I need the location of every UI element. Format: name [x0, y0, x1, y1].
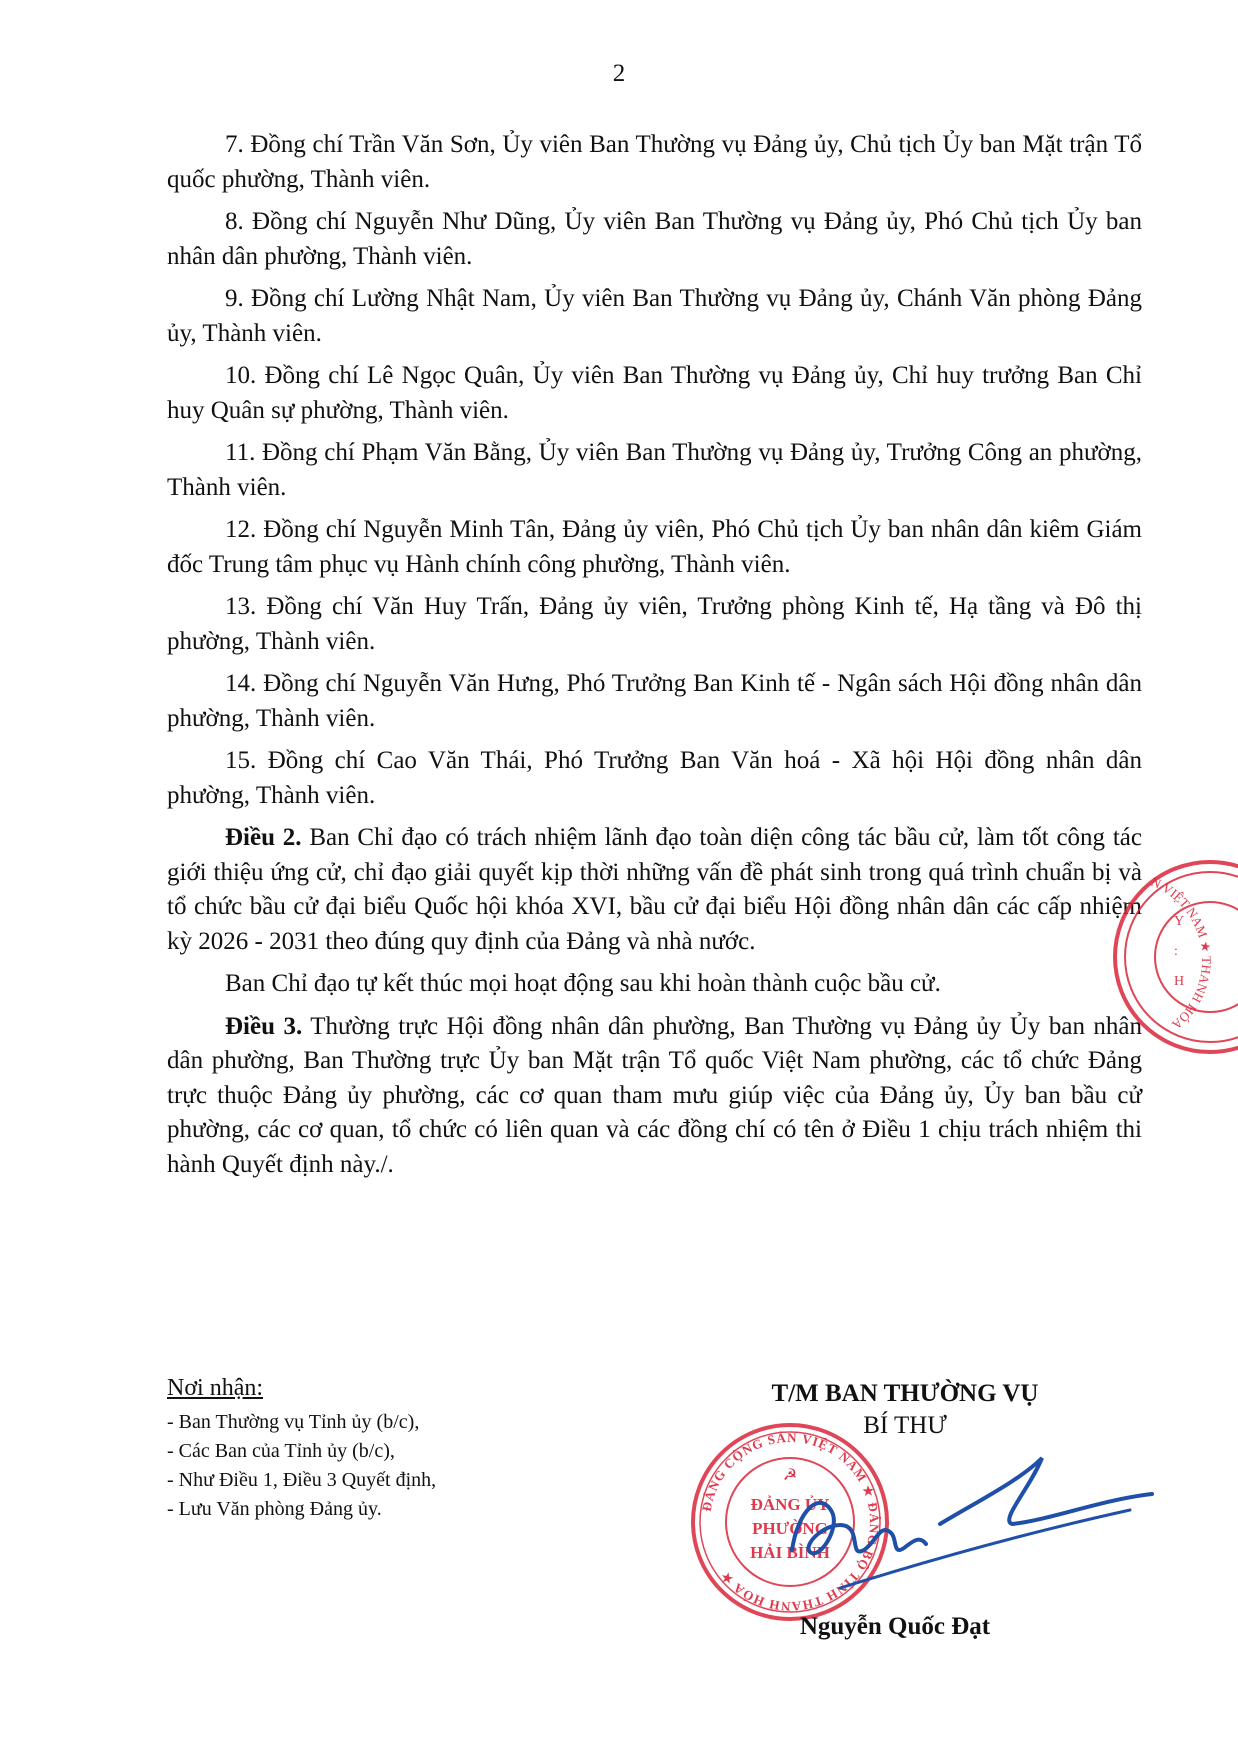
seal-ring-text: ĐẢNG CỘNG SẢN VIỆT NAM ★ ĐẢNG BỘ TỈNH THANH HÓA ★	[698, 1429, 883, 1615]
recipient-item: - Lưu Văn phòng Đảng ủy.	[167, 1498, 382, 1520]
seal-center-line: PHƯỜNG	[752, 1519, 828, 1538]
article-heading: Điều 2.	[225, 824, 302, 851]
paragraph-text: 10. Đồng chí Lê Ngọc Quân, Ủy viên Ban Thường vụ Đảng ủy, Chỉ huy trưởng Ban Chỉ huy Quân sự phường, Thành viên.	[167, 362, 1142, 424]
document-paragraph	[167, 513, 1142, 582]
side-seal-ring-text: N VIỆT NAM ★ THANH HÓA	[1148, 873, 1215, 1033]
document-paragraph	[167, 128, 1142, 197]
document-paragraph	[167, 821, 1142, 959]
document-paragraph	[167, 590, 1142, 659]
document-paragraph	[167, 282, 1142, 351]
paragraph-text: 15. Đồng chí Cao Văn Thái, Phó Trưởng Ban Văn hoá - Xã hội Hội đồng nhân dân phường, Thành viên.	[167, 747, 1142, 809]
hammer-sickle-icon: ☭	[782, 1467, 798, 1484]
paragraph-text: 7. Đồng chí Trần Văn Sơn, Ủy viên Ban Thường vụ Đảng ủy, Chủ tịch Ủy ban Mặt trận Tổ quốc phường, Thành viên.	[167, 131, 1142, 193]
paragraph-text: Thường trực Hội đồng nhân dân phường, Ban Thường vụ Đảng ủy Ủy ban nhân dân phường, Ban Thường trực Ủy ban Mặt trận Tổ quốc Việt Nam phường, các tổ chức Đảng trực thuộc Đảng ủy phường, các cơ quan tham mưu giúp việc của Đảng ủy, Ủy ban bầu cử phường, các cơ quan, tổ chức có liên quan và các đồng chí có tên ở Điều 1 chịu trách nhiệm thi hành Quyết định này./.	[167, 1012, 1143, 1178]
document-paragraph	[167, 205, 1142, 274]
svg-text:Y:H	[1174, 914, 1184, 989]
document-paragraph	[167, 1010, 1142, 1183]
signer-name: Nguyễn Quốc Đạt	[799, 1613, 991, 1640]
paragraph-text: 8. Đồng chí Nguyễn Như Dũng, Ủy viên Ban Thường vụ Đảng ủy, Phó Chủ tịch Ủy ban nhân dân phường, Thành viên.	[167, 208, 1142, 270]
recipient-item: - Như Điều 1, Điều 3 Quyết định,	[167, 1469, 437, 1491]
document-paragraph	[167, 359, 1142, 428]
paragraph-text: 9. Đồng chí Lường Nhật Nam, Ủy viên Ban Thường vụ Đảng ủy, Chánh Văn phòng Đảng ủy, Thành viên.	[167, 285, 1142, 347]
paragraph-text: Ban Chỉ đạo có trách nhiệm lãnh đạo toàn diện công tác bầu cử, làm tốt công tác giới thiệu ứng cử, chỉ đạo giải quyết kịp thời những vấn đề phát sinh trong quá trình chuẩn bị và tổ chức bầu cử đại biểu Quốc hội khóa XVI, bầu cử đại biểu Hội đồng nhân dân các cấp nhiệm kỳ 2026 - 2031 theo đúng quy định của Đảng và nhà nước.	[167, 824, 1142, 955]
recipients-block	[167, 1375, 587, 1524]
side-seal-letter: H	[1174, 974, 1185, 989]
handwritten-signature	[780, 1440, 1160, 1600]
recipients-title: Nơi nhận:	[167, 1375, 264, 1401]
paragraph-text: 14. Đồng chí Nguyễn Văn Hưng, Phó Trưởng Ban Kinh tế - Ngân sách Hội đồng nhân dân phường, Thành viên.	[167, 670, 1142, 732]
recipients-list	[167, 1408, 587, 1524]
document-paragraph	[167, 667, 1142, 736]
document-paragraph	[167, 744, 1142, 813]
seal-center-line: HẢI BÌNH	[750, 1543, 830, 1562]
side-seal-letter: :	[1174, 944, 1178, 959]
recipient-item: - Các Ban của Tỉnh ủy (b/c),	[167, 1440, 395, 1462]
document-body	[167, 128, 1142, 1190]
recipient-item: - Ban Thường vụ Tỉnh ủy (b/c),	[167, 1411, 420, 1433]
document-paragraph	[167, 967, 1142, 1002]
article-heading: Điều 3.	[225, 1012, 303, 1040]
seal-center-line: ĐẢNG ỦY	[750, 1495, 830, 1514]
document-paragraph	[167, 436, 1142, 505]
paragraph-text: Ban Chỉ đạo tự kết thúc mọi hoạt động sau khi hoàn thành cuộc bầu cử.	[225, 970, 941, 997]
signing-organization: T/M BAN THƯỜNG VỤ	[771, 1380, 1039, 1407]
page-number: 2	[612, 60, 626, 87]
paragraph-text: 12. Đồng chí Nguyễn Minh Tân, Đảng ủy viên, Phó Chủ tịch Ủy ban nhân dân kiêm Giám đốc Trung tâm phục vụ Hành chính công phường, Thành viên.	[167, 516, 1142, 578]
paragraph-text: 13. Đồng chí Văn Huy Trấn, Đảng ủy viên, Trưởng phòng Kinh tế, Hạ tầng và Đô thị phường, Thành viên.	[167, 593, 1142, 655]
paragraph-text: 11. Đồng chí Phạm Văn Bằng, Ủy viên Ban Thường vụ Đảng ủy, Trưởng Công an phường, Thành viên.	[167, 439, 1142, 501]
side-seal-stamp	[1110, 845, 1238, 1065]
side-seal-letter: Y	[1174, 914, 1185, 929]
svg-text:N VIỆT NAM ★ THANH HÓA	[1149, 874, 1214, 1033]
signer-title: BÍ THƯ	[863, 1412, 947, 1439]
